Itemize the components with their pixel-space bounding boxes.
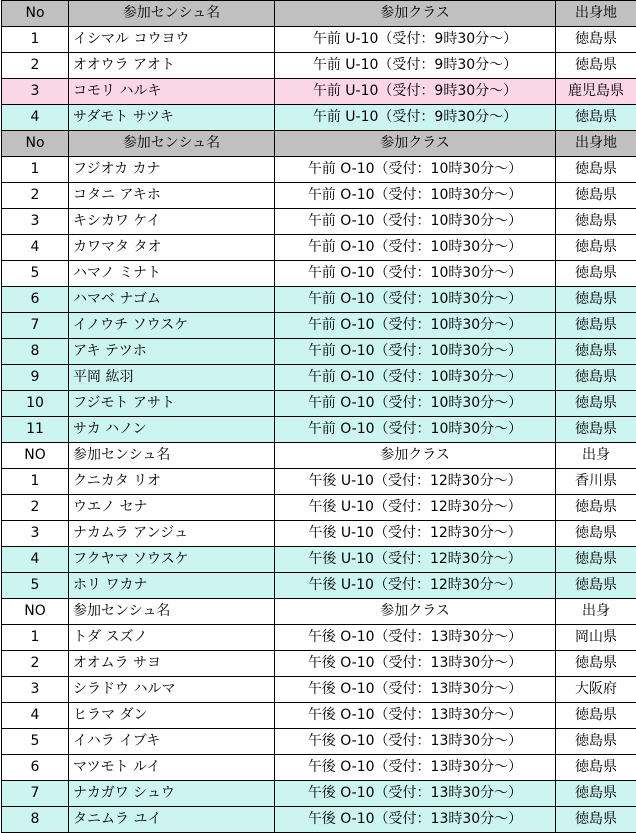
participant-name: ヒラマ ダン bbox=[69, 703, 275, 729]
participant-class: 午前 U-10（受付：9時30分〜） bbox=[275, 53, 556, 79]
participant-name: トダ スズノ bbox=[69, 625, 275, 651]
participant-class: 午後 O-10（受付：13時30分〜） bbox=[275, 781, 556, 807]
participant-name: イノウチ ソウスケ bbox=[69, 313, 275, 339]
participant-table bbox=[1, 0, 636, 833]
row-number: 2 bbox=[2, 651, 69, 677]
participant-name: クニカタ リオ bbox=[69, 469, 275, 495]
row-number: 6 bbox=[2, 287, 69, 313]
participant-class: 午前 O-10（受付：10時30分〜） bbox=[275, 209, 556, 235]
table-row bbox=[2, 365, 636, 391]
participant-origin: 徳島県 bbox=[556, 27, 636, 53]
header-name: 参加センシュ名 bbox=[69, 443, 275, 469]
participant-origin: 徳島県 bbox=[556, 521, 636, 547]
participant-origin: 徳島県 bbox=[556, 391, 636, 417]
row-number: 8 bbox=[2, 807, 69, 833]
row-number: 6 bbox=[2, 755, 69, 781]
participant-name: コタニ アキホ bbox=[69, 183, 275, 209]
participant-class: 午前 O-10（受付：10時30分〜） bbox=[275, 157, 556, 183]
participant-name: サダモト サツキ bbox=[69, 105, 275, 131]
table-row bbox=[2, 729, 636, 755]
participant-name: 平岡 紘羽 bbox=[69, 365, 275, 391]
participant-origin: 徳島県 bbox=[556, 703, 636, 729]
participant-origin: 徳島県 bbox=[556, 729, 636, 755]
participant-name: サカ ハノン bbox=[69, 417, 275, 443]
table-header-row bbox=[2, 131, 636, 157]
participant-name: アキ テツホ bbox=[69, 339, 275, 365]
row-number: 3 bbox=[2, 521, 69, 547]
participant-class: 午前 O-10（受付：10時30分〜） bbox=[275, 313, 556, 339]
participant-class: 午後 O-10（受付：13時30分〜） bbox=[275, 703, 556, 729]
participant-origin: 徳島県 bbox=[556, 53, 636, 79]
row-number: 4 bbox=[2, 105, 69, 131]
participant-table-body bbox=[2, 1, 636, 833]
table-row bbox=[2, 807, 636, 833]
row-number: 10 bbox=[2, 391, 69, 417]
participant-origin: 徳島県 bbox=[556, 807, 636, 833]
row-number: 5 bbox=[2, 261, 69, 287]
participant-origin: 徳島県 bbox=[556, 287, 636, 313]
participant-origin: 岡山県 bbox=[556, 625, 636, 651]
participant-origin: 徳島県 bbox=[556, 417, 636, 443]
participant-name: ナカガワ シュウ bbox=[69, 781, 275, 807]
table-header-row bbox=[2, 1, 636, 27]
participant-name: イハラ イブキ bbox=[69, 729, 275, 755]
participant-class: 午後 U-10（受付：12時30分〜） bbox=[275, 495, 556, 521]
table-row bbox=[2, 703, 636, 729]
participant-origin: 徳島県 bbox=[556, 495, 636, 521]
table-row bbox=[2, 27, 636, 53]
participant-origin: 大阪府 bbox=[556, 677, 636, 703]
header-origin: 出身 bbox=[556, 599, 636, 625]
table-row bbox=[2, 79, 636, 105]
table-row bbox=[2, 495, 636, 521]
table-row bbox=[2, 417, 636, 443]
row-number: 2 bbox=[2, 495, 69, 521]
participant-origin: 徳島県 bbox=[556, 183, 636, 209]
participant-name: ハマベ ナゴム bbox=[69, 287, 275, 313]
participant-origin: 徳島県 bbox=[556, 651, 636, 677]
participant-class: 午後 U-10（受付：12時30分〜） bbox=[275, 547, 556, 573]
participant-class: 午前 O-10（受付：10時30分〜） bbox=[275, 287, 556, 313]
header-class: 参加クラス bbox=[275, 443, 556, 469]
participant-class: 午前 O-10（受付：10時30分〜） bbox=[275, 391, 556, 417]
row-number: 5 bbox=[2, 573, 69, 599]
header-no: No bbox=[2, 131, 69, 157]
table-row bbox=[2, 261, 636, 287]
row-number: 1 bbox=[2, 625, 69, 651]
participant-origin: 徳島県 bbox=[556, 781, 636, 807]
participant-name: シラドウ ハルマ bbox=[69, 677, 275, 703]
table-row bbox=[2, 235, 636, 261]
table-row bbox=[2, 391, 636, 417]
table-row bbox=[2, 651, 636, 677]
participant-class: 午前 U-10（受付：9時30分〜） bbox=[275, 105, 556, 131]
participant-class: 午後 U-10（受付：12時30分〜） bbox=[275, 469, 556, 495]
row-number: 3 bbox=[2, 677, 69, 703]
row-number: 8 bbox=[2, 339, 69, 365]
header-class: 参加クラス bbox=[275, 1, 556, 27]
table-row bbox=[2, 105, 636, 131]
row-number: 2 bbox=[2, 183, 69, 209]
header-class: 参加クラス bbox=[275, 131, 556, 157]
row-number: 1 bbox=[2, 27, 69, 53]
participant-origin: 徳島県 bbox=[556, 313, 636, 339]
header-origin: 出身 bbox=[556, 443, 636, 469]
participant-name: イシマル コウヨウ bbox=[69, 27, 275, 53]
participant-name: フジモト アサト bbox=[69, 391, 275, 417]
participant-class: 午後 O-10（受付：13時30分〜） bbox=[275, 625, 556, 651]
participant-class: 午後 O-10（受付：13時30分〜） bbox=[275, 677, 556, 703]
header-no: NO bbox=[2, 443, 69, 469]
participant-origin: 徳島県 bbox=[556, 235, 636, 261]
row-number: 1 bbox=[2, 157, 69, 183]
table-row bbox=[2, 339, 636, 365]
row-number: 5 bbox=[2, 729, 69, 755]
row-number: 4 bbox=[2, 547, 69, 573]
participant-name: ホリ ワカナ bbox=[69, 573, 275, 599]
row-number: 2 bbox=[2, 53, 69, 79]
table-row bbox=[2, 313, 636, 339]
participant-class: 午後 U-10（受付：12時30分〜） bbox=[275, 573, 556, 599]
participant-class: 午前 O-10（受付：10時30分〜） bbox=[275, 235, 556, 261]
participant-class: 午後 O-10（受付：13時30分〜） bbox=[275, 651, 556, 677]
header-name: 参加センシュ名 bbox=[69, 131, 275, 157]
table-row bbox=[2, 781, 636, 807]
participant-class: 午前 O-10（受付：10時30分〜） bbox=[275, 183, 556, 209]
participant-name: ウエノ セナ bbox=[69, 495, 275, 521]
row-number: 3 bbox=[2, 209, 69, 235]
table-row bbox=[2, 755, 636, 781]
participant-class: 午後 U-10（受付：12時30分〜） bbox=[275, 521, 556, 547]
row-number: 4 bbox=[2, 235, 69, 261]
table-row bbox=[2, 573, 636, 599]
participant-origin: 徳島県 bbox=[556, 573, 636, 599]
participant-class: 午前 U-10（受付：9時30分〜） bbox=[275, 79, 556, 105]
participant-name: コモリ ハルキ bbox=[69, 79, 275, 105]
row-number: 1 bbox=[2, 469, 69, 495]
table-header-row bbox=[2, 599, 636, 625]
row-number: 3 bbox=[2, 79, 69, 105]
participant-origin: 徳島県 bbox=[556, 105, 636, 131]
header-no: NO bbox=[2, 599, 69, 625]
table-row bbox=[2, 677, 636, 703]
participant-name: オオムラ サヨ bbox=[69, 651, 275, 677]
participant-name: オオウラ アオト bbox=[69, 53, 275, 79]
participant-class: 午前 O-10（受付：10時30分〜） bbox=[275, 417, 556, 443]
header-name: 参加センシュ名 bbox=[69, 599, 275, 625]
participant-class: 午前 U-10（受付：9時30分〜） bbox=[275, 27, 556, 53]
participant-origin: 徳島県 bbox=[556, 261, 636, 287]
row-number: 9 bbox=[2, 365, 69, 391]
table-row bbox=[2, 287, 636, 313]
row-number: 4 bbox=[2, 703, 69, 729]
participant-name: タニムラ ユイ bbox=[69, 807, 275, 833]
participant-name: カワマタ タオ bbox=[69, 235, 275, 261]
table-row bbox=[2, 183, 636, 209]
row-number: 11 bbox=[2, 417, 69, 443]
row-number: 7 bbox=[2, 313, 69, 339]
participant-name: キシカワ ケイ bbox=[69, 209, 275, 235]
participant-class: 午前 O-10（受付：10時30分〜） bbox=[275, 365, 556, 391]
participant-class: 午後 O-10（受付：13時30分〜） bbox=[275, 755, 556, 781]
header-origin: 出身地 bbox=[556, 1, 636, 27]
participant-origin: 徳島県 bbox=[556, 365, 636, 391]
table-row bbox=[2, 547, 636, 573]
table-row bbox=[2, 209, 636, 235]
participant-origin: 徳島県 bbox=[556, 339, 636, 365]
participant-class: 午前 O-10（受付：10時30分〜） bbox=[275, 261, 556, 287]
participant-class: 午前 O-10（受付：10時30分〜） bbox=[275, 339, 556, 365]
header-class: 参加クラス bbox=[275, 599, 556, 625]
table-row bbox=[2, 625, 636, 651]
participant-origin: 徳島県 bbox=[556, 755, 636, 781]
participant-class: 午後 O-10（受付：13時30分〜） bbox=[275, 807, 556, 833]
header-no: No bbox=[2, 1, 69, 27]
participant-origin: 徳島県 bbox=[556, 157, 636, 183]
table-row bbox=[2, 521, 636, 547]
participant-name: マツモト ルイ bbox=[69, 755, 275, 781]
participant-name: ハマノ ミナト bbox=[69, 261, 275, 287]
participant-name: フジオカ カナ bbox=[69, 157, 275, 183]
participant-origin: 香川県 bbox=[556, 469, 636, 495]
participant-name: フクヤマ ソウスケ bbox=[69, 547, 275, 573]
row-number: 7 bbox=[2, 781, 69, 807]
participant-origin: 徳島県 bbox=[556, 209, 636, 235]
participant-name: ナカムラ アンジュ bbox=[69, 521, 275, 547]
table-header-row bbox=[2, 443, 636, 469]
table-row bbox=[2, 469, 636, 495]
table-row bbox=[2, 53, 636, 79]
header-name: 参加センシュ名 bbox=[69, 1, 275, 27]
table-row bbox=[2, 157, 636, 183]
header-origin: 出身地 bbox=[556, 131, 636, 157]
participant-origin: 徳島県 bbox=[556, 547, 636, 573]
participant-origin: 鹿児島県 bbox=[556, 79, 636, 105]
participant-class: 午後 O-10（受付：13時30分〜） bbox=[275, 729, 556, 755]
